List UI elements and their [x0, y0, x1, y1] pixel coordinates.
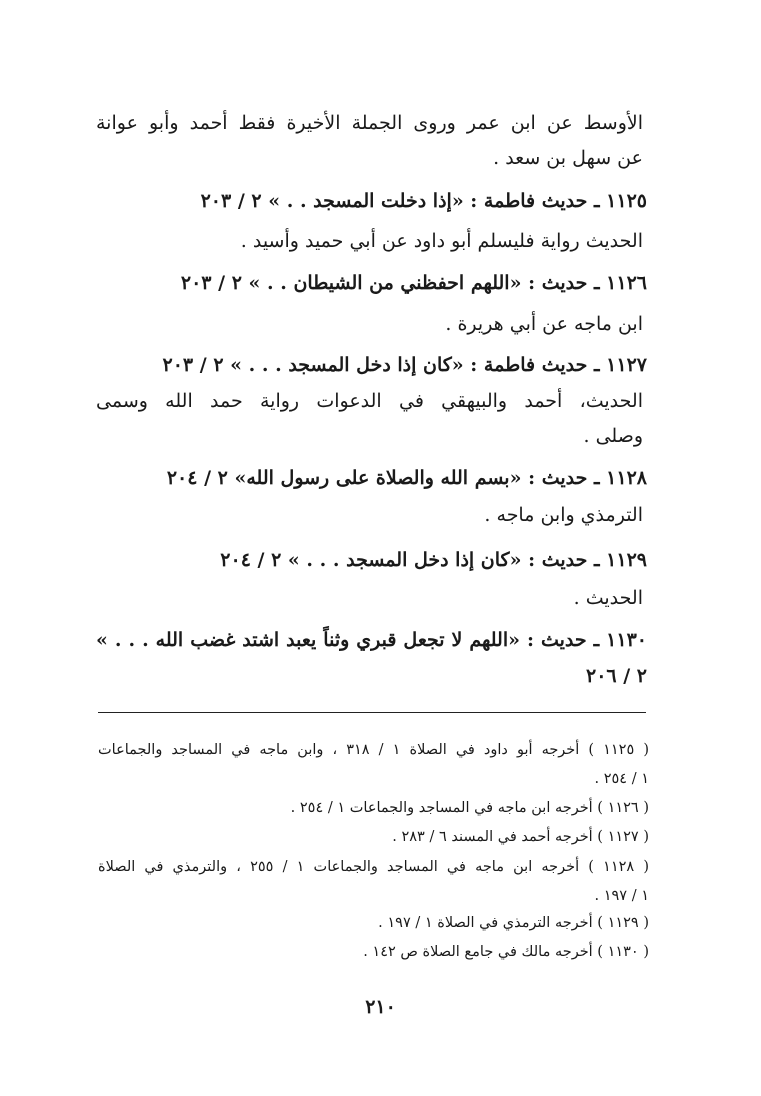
footnote-1127: ( ١١٢٧ ) أخرجه أحمد في المسند ٦ / ٢٨٣ . — [392, 829, 649, 845]
entry-heading-1129: ١١٢٩ ـ حديث : «كان إذا دخل المسجد . . . » ٢ / ٢٠٤ — [220, 549, 647, 571]
entry-heading-1126: ١١٢٦ ـ حديث : «اللهم احفظني من الشيطان . . » ٢ / ٢٠٣ — [180, 272, 647, 294]
entry-text-1127-line-2: وصلى . — [583, 425, 643, 447]
entry-text-1130: ٢ / ٢٠٦ — [585, 665, 647, 687]
entry-text-1125: الحديث رواية فليسلم أبو داود عن أبي حميد وأسيد . — [240, 230, 643, 252]
entry-text-1128: الترمذي وابن ماجه . — [484, 504, 643, 526]
footnote-1129: ( ١١٢٩ ) أخرجه الترمذي في الصلاة ١ / ١٩٧ . — [378, 915, 649, 931]
entry-text-1129: الحديث . — [573, 587, 643, 609]
intro-line-1: الأوسط عن ابن عمر وروى الجملة الأخيرة فقط أحمد وأبو عوانة — [96, 112, 643, 134]
entry-heading-1128: ١١٢٨ ـ حديث : «بسم الله والصلاة على رسول الله» ٢ / ٢٠٤ — [166, 467, 647, 489]
entry-heading-1125: ١١٢٥ ـ حديث فاطمة : «إذا دخلت المسجد . . » ٢ / ٢٠٣ — [200, 190, 647, 212]
footnote-divider — [98, 712, 646, 713]
footnote-1126: ( ١١٢٦ ) أخرجه ابن ماجه في المساجد والجماعات ١ / ٢٥٤ . — [290, 800, 649, 816]
entry-text-1126: ابن ماجه عن أبي هريرة . — [445, 313, 643, 335]
footnote-1128-line-2: ١ / ١٩٧ . — [594, 888, 649, 904]
page-number: ٢١٠ — [365, 996, 396, 1018]
footnote-1125-line-1: ( ١١٢٥ ) أخرجه أبو داود في الصلاة ١ / ٣١٨ ، وابن ماجه في المساجد والجماعات — [98, 742, 649, 758]
entry-heading-1127: ١١٢٧ ـ حديث فاطمة : «كان إذا دخل المسجد . . . » ٢ / ٢٠٣ — [162, 354, 647, 376]
footnote-1128-line-1: ( ١١٢٨ ) أخرجه ابن ماجه في المساجد والجماعات ١ / ٢٥٥ ، والترمذي في الصلاة — [98, 859, 649, 875]
intro-line-2: عن سهل بن سعد . — [493, 147, 643, 169]
entry-text-1127-line-1: الحديث، أحمد والبيهقي في الدعوات رواية حمد الله وسمى — [96, 390, 643, 412]
footnote-1125-line-2: ١ / ٢٥٤ . — [594, 771, 649, 787]
entry-heading-1130: ١١٣٠ ـ حديث : «اللهم لا تجعل قبري وثناً يعبد اشتد غضب الله . . . » — [96, 629, 647, 651]
footnote-1130: ( ١١٣٠ ) أخرجه مالك في جامع الصلاة ص ١٤٢ . — [363, 944, 649, 960]
